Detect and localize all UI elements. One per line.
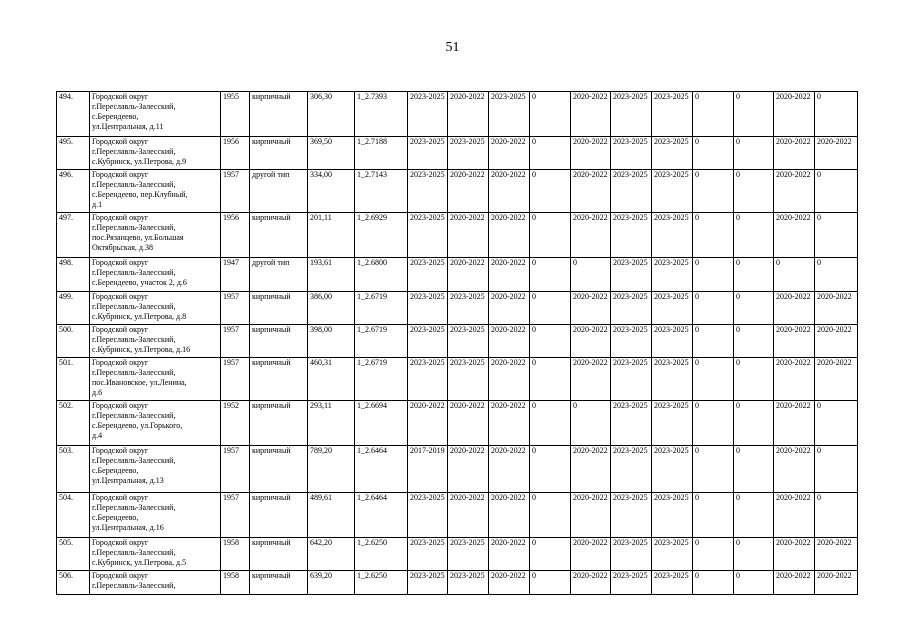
cell-idx: 1_2.6694 — [355, 401, 408, 446]
cell-p3: 2020-2022 — [489, 137, 530, 170]
cell-p8: 0 — [693, 538, 734, 571]
cell-n: 495. — [57, 137, 90, 170]
cell-p7: 2023-2025 — [652, 538, 693, 571]
cell-n: 498. — [57, 258, 90, 292]
cell-n: 504. — [57, 493, 90, 538]
cell-p2: 2020-2022 — [448, 258, 489, 292]
address-line: Городской округ — [92, 137, 149, 146]
cell-p5: 0 — [571, 258, 611, 292]
cell-p5: 2020-2022 — [571, 538, 611, 571]
cell-addr — [90, 258, 221, 292]
address-line: г.Переславль-Залесский, — [92, 302, 176, 311]
cell-addr — [90, 325, 221, 358]
cell-mat: другой тип — [250, 170, 308, 213]
address-line: ул.Центральная, д.16 — [92, 523, 164, 532]
cell-p6: 2023-2025 — [611, 446, 652, 493]
address-line: г.Переславль-Залесский, — [92, 223, 176, 232]
address-line: пос.Ивановское, ул.Ленина, — [92, 378, 187, 387]
address-line: Городской округ — [92, 258, 149, 267]
cell-area: 193,61 — [308, 258, 355, 292]
table-row — [57, 137, 858, 170]
cell-p6: 2023-2025 — [611, 137, 652, 170]
cell-p7: 2023-2025 — [652, 170, 693, 213]
cell-p10: 2020-2022 — [774, 170, 815, 213]
address-line: ул.Центральная, д.11 — [92, 122, 164, 131]
cell-area: 460,31 — [308, 358, 355, 401]
cell-p5: 2020-2022 — [571, 292, 611, 325]
cell-year: 1957 — [221, 446, 250, 493]
cell-p8: 0 — [693, 571, 734, 595]
table-row — [57, 401, 858, 446]
cell-n: 497. — [57, 213, 90, 258]
cell-p3: 2020-2022 — [489, 401, 530, 446]
cell-p11: 0 — [815, 92, 858, 137]
table-row — [57, 258, 858, 292]
table-row — [57, 446, 858, 493]
cell-p3: 2020-2022 — [489, 538, 530, 571]
cell-p1: 2023-2025 — [408, 292, 448, 325]
cell-area: 642,20 — [308, 538, 355, 571]
cell-p8: 0 — [693, 213, 734, 258]
cell-idx: 1_2.6929 — [355, 213, 408, 258]
table-row — [57, 292, 858, 325]
table-row — [57, 213, 858, 258]
cell-p2: 2023-2025 — [448, 137, 489, 170]
cell-p9: 0 — [734, 92, 774, 137]
cell-p3: 2020-2022 — [489, 292, 530, 325]
cell-p9: 0 — [734, 446, 774, 493]
cell-p9: 0 — [734, 493, 774, 538]
cell-p1: 2023-2025 — [408, 358, 448, 401]
cell-p10: 2020-2022 — [774, 92, 815, 137]
cell-p1: 2023-2025 — [408, 213, 448, 258]
cell-idx: 1_2.7188 — [355, 137, 408, 170]
cell-mat: кирпичный — [250, 571, 308, 595]
cell-p4: 0 — [530, 213, 571, 258]
cell-p3: 2020-2022 — [489, 170, 530, 213]
cell-idx: 1_2.6800 — [355, 258, 408, 292]
cell-p7: 2023-2025 — [652, 325, 693, 358]
cell-area: 201,11 — [308, 213, 355, 258]
cell-p6: 2023-2025 — [611, 92, 652, 137]
cell-p6: 2023-2025 — [611, 170, 652, 213]
cell-n: 506. — [57, 571, 90, 595]
cell-p4: 0 — [530, 493, 571, 538]
cell-p4: 0 — [530, 258, 571, 292]
cell-p10: 2020-2022 — [774, 446, 815, 493]
cell-area: 639,20 — [308, 571, 355, 595]
table-body — [57, 92, 858, 595]
table-row — [57, 571, 858, 595]
cell-p5: 0 — [571, 401, 611, 446]
cell-p6: 2023-2025 — [611, 401, 652, 446]
table-row — [57, 325, 858, 358]
cell-p10: 2020-2022 — [774, 213, 815, 258]
cell-p2: 2020-2022 — [448, 170, 489, 213]
cell-year: 1952 — [221, 401, 250, 446]
cell-p6: 2023-2025 — [611, 538, 652, 571]
cell-p10: 2020-2022 — [774, 538, 815, 571]
cell-mat: кирпичный — [250, 292, 308, 325]
address-line: с.Кубринск, ул.Петрова, д.8 — [92, 312, 187, 321]
cell-p7: 2023-2025 — [652, 137, 693, 170]
cell-p7: 2023-2025 — [652, 358, 693, 401]
cell-area: 789,20 — [308, 446, 355, 493]
cell-p11: 0 — [815, 258, 858, 292]
cell-year: 1958 — [221, 538, 250, 571]
cell-mat: кирпичный — [250, 213, 308, 258]
cell-p1: 2017-2019 — [408, 446, 448, 493]
cell-area: 369,50 — [308, 137, 355, 170]
cell-p5: 2020-2022 — [571, 493, 611, 538]
cell-idx: 1_2.7393 — [355, 92, 408, 137]
cell-idx: 1_2.6464 — [355, 493, 408, 538]
table-row — [57, 538, 858, 571]
cell-p10: 2020-2022 — [774, 493, 815, 538]
cell-p5: 2020-2022 — [571, 571, 611, 595]
cell-idx: 1_2.6250 — [355, 538, 408, 571]
cell-p1: 2023-2025 — [408, 137, 448, 170]
cell-year: 1957 — [221, 493, 250, 538]
cell-p10: 2020-2022 — [774, 137, 815, 170]
cell-p2: 2020-2022 — [448, 493, 489, 538]
cell-p4: 0 — [530, 571, 571, 595]
cell-p11: 0 — [815, 213, 858, 258]
cell-p9: 0 — [734, 358, 774, 401]
address-line: с.Берендеево, — [92, 466, 139, 475]
cell-p8: 0 — [693, 446, 734, 493]
cell-n: 501. — [57, 358, 90, 401]
cell-idx: 1_2.6250 — [355, 571, 408, 595]
cell-p8: 0 — [693, 401, 734, 446]
cell-p9: 0 — [734, 137, 774, 170]
cell-n: 505. — [57, 538, 90, 571]
cell-p8: 0 — [693, 325, 734, 358]
address-line: Городской округ — [92, 92, 149, 101]
cell-p2: 2020-2022 — [448, 92, 489, 137]
cell-p8: 0 — [693, 258, 734, 292]
cell-p7: 2023-2025 — [652, 213, 693, 258]
cell-p6: 2023-2025 — [611, 213, 652, 258]
cell-addr — [90, 170, 221, 213]
address-line: г.Переславль-Залесский, — [92, 581, 176, 590]
cell-p9: 0 — [734, 401, 774, 446]
cell-addr — [90, 538, 221, 571]
cell-p3: 2020-2022 — [489, 258, 530, 292]
cell-p11: 2020-2022 — [815, 137, 858, 170]
cell-p8: 0 — [693, 358, 734, 401]
cell-mat: кирпичный — [250, 92, 308, 137]
cell-n: 494. — [57, 92, 90, 137]
address-line: Городской округ — [92, 170, 149, 179]
address-line: Городской округ — [92, 325, 149, 334]
cell-idx: 1_2.6719 — [355, 358, 408, 401]
cell-p2: 2020-2022 — [448, 213, 489, 258]
cell-p11: 2020-2022 — [815, 292, 858, 325]
cell-p4: 0 — [530, 137, 571, 170]
cell-p3: 2023-2025 — [489, 92, 530, 137]
cell-p4: 0 — [530, 325, 571, 358]
cell-p10: 2020-2022 — [774, 401, 815, 446]
table-row — [57, 92, 858, 137]
cell-addr — [90, 446, 221, 493]
cell-p1: 2023-2025 — [408, 92, 448, 137]
cell-p6: 2023-2025 — [611, 358, 652, 401]
cell-addr — [90, 493, 221, 538]
cell-p9: 0 — [734, 170, 774, 213]
cell-p3: 2020-2022 — [489, 358, 530, 401]
address-line: ул.Центральная, д.13 — [92, 476, 164, 485]
cell-p3: 2020-2022 — [489, 571, 530, 595]
cell-area: 489,61 — [308, 493, 355, 538]
cell-p11: 0 — [815, 170, 858, 213]
cell-p8: 0 — [693, 170, 734, 213]
address-line: с.Кубринск, ул.Петрова, д.9 — [92, 157, 187, 166]
cell-area: 386,00 — [308, 292, 355, 325]
cell-p6: 2023-2025 — [611, 493, 652, 538]
address-line: г.Переславль-Залесский, — [92, 503, 176, 512]
address-line: г.Переславль-Залесский, — [92, 180, 176, 189]
cell-p11: 2020-2022 — [815, 358, 858, 401]
cell-p7: 2023-2025 — [652, 571, 693, 595]
cell-p7: 2023-2025 — [652, 401, 693, 446]
cell-p5: 2020-2022 — [571, 170, 611, 213]
address-line: Городской округ — [92, 401, 149, 410]
address-line: с.Кубринск, ул.Петрова, д.5 — [92, 558, 187, 567]
cell-p11: 2020-2022 — [815, 571, 858, 595]
cell-year: 1955 — [221, 92, 250, 137]
cell-p4: 0 — [530, 292, 571, 325]
cell-addr — [90, 292, 221, 325]
cell-p2: 2023-2025 — [448, 571, 489, 595]
cell-p1: 2023-2025 — [408, 571, 448, 595]
cell-p5: 2020-2022 — [571, 358, 611, 401]
cell-addr — [90, 401, 221, 446]
cell-mat: кирпичный — [250, 538, 308, 571]
cell-addr — [90, 92, 221, 137]
cell-p1: 2020-2022 — [408, 401, 448, 446]
cell-p9: 0 — [734, 571, 774, 595]
cell-p1: 2023-2025 — [408, 493, 448, 538]
cell-p11: 0 — [815, 401, 858, 446]
address-line: с.Берендеево, пер.Клубный, — [92, 190, 188, 199]
cell-p8: 0 — [693, 137, 734, 170]
table-row — [57, 170, 858, 213]
address-line: д.6 — [92, 388, 103, 397]
cell-year: 1957 — [221, 170, 250, 213]
address-line: г.Переславль-Залесский, — [92, 456, 176, 465]
cell-p6: 2023-2025 — [611, 325, 652, 358]
cell-p3: 2020-2022 — [489, 213, 530, 258]
cell-p8: 0 — [693, 92, 734, 137]
address-line: с.Берендеево, — [92, 112, 139, 121]
cell-area: 293,11 — [308, 401, 355, 446]
cell-p9: 0 — [734, 325, 774, 358]
cell-mat: другой тип — [250, 258, 308, 292]
cell-mat: кирпичный — [250, 493, 308, 538]
cell-n: 502. — [57, 401, 90, 446]
cell-p2: 2023-2025 — [448, 292, 489, 325]
cell-p6: 2023-2025 — [611, 292, 652, 325]
cell-p7: 2023-2025 — [652, 493, 693, 538]
cell-p10: 2020-2022 — [774, 358, 815, 401]
cell-p10: 2020-2022 — [774, 292, 815, 325]
address-line: Октябрьская, д.38 — [92, 243, 153, 252]
address-line: д.1 — [92, 200, 103, 209]
cell-p7: 2023-2025 — [652, 446, 693, 493]
address-line: Городской округ — [92, 571, 149, 580]
cell-p8: 0 — [693, 292, 734, 325]
address-line: Городской округ — [92, 292, 149, 301]
cell-addr — [90, 571, 221, 595]
cell-addr — [90, 137, 221, 170]
address-line: г.Переславль-Залесский, — [92, 335, 176, 344]
cell-p7: 2023-2025 — [652, 292, 693, 325]
cell-p5: 2020-2022 — [571, 137, 611, 170]
cell-year: 1947 — [221, 258, 250, 292]
cell-n: 499. — [57, 292, 90, 325]
cell-p1: 2023-2025 — [408, 325, 448, 358]
cell-idx: 1_2.6719 — [355, 292, 408, 325]
cell-p4: 0 — [530, 538, 571, 571]
cell-p6: 2023-2025 — [611, 258, 652, 292]
cell-p2: 2020-2022 — [448, 446, 489, 493]
address-line: с.Берендеево, участок 2, д.6 — [92, 278, 187, 287]
cell-p3: 2020-2022 — [489, 493, 530, 538]
table-row — [57, 358, 858, 401]
cell-p8: 0 — [693, 493, 734, 538]
housing-registry-table — [56, 91, 858, 595]
cell-idx: 1_2.7143 — [355, 170, 408, 213]
cell-p4: 0 — [530, 401, 571, 446]
cell-p11: 2020-2022 — [815, 325, 858, 358]
address-line: г.Переславль-Залесский, — [92, 368, 176, 377]
address-line: Городской округ — [92, 493, 149, 502]
address-line: г.Переславль-Залесский, — [92, 411, 176, 420]
cell-p5: 2020-2022 — [571, 92, 611, 137]
cell-p9: 0 — [734, 538, 774, 571]
cell-p7: 2023-2025 — [652, 258, 693, 292]
cell-p3: 2020-2022 — [489, 446, 530, 493]
cell-mat: кирпичный — [250, 401, 308, 446]
address-line: Городской округ — [92, 538, 149, 547]
address-line: г.Переславль-Залесский, — [92, 268, 176, 277]
cell-addr — [90, 358, 221, 401]
cell-year: 1956 — [221, 213, 250, 258]
cell-p2: 2023-2025 — [448, 538, 489, 571]
cell-area: 334,00 — [308, 170, 355, 213]
cell-n: 503. — [57, 446, 90, 493]
cell-mat: кирпичный — [250, 446, 308, 493]
cell-p11: 2020-2022 — [815, 538, 858, 571]
cell-p10: 2020-2022 — [774, 325, 815, 358]
cell-p4: 0 — [530, 446, 571, 493]
cell-year: 1957 — [221, 358, 250, 401]
cell-p5: 2020-2022 — [571, 213, 611, 258]
cell-idx: 1_2.6719 — [355, 325, 408, 358]
cell-year: 1957 — [221, 292, 250, 325]
cell-p10: 2020-2022 — [774, 571, 815, 595]
cell-p2: 2020-2022 — [448, 401, 489, 446]
cell-p1: 2023-2025 — [408, 258, 448, 292]
cell-mat: кирпичный — [250, 358, 308, 401]
cell-p6: 2023-2025 — [611, 571, 652, 595]
cell-area: 306,30 — [308, 92, 355, 137]
cell-p4: 0 — [530, 170, 571, 213]
cell-year: 1956 — [221, 137, 250, 170]
page-number: 51 — [445, 40, 460, 55]
cell-p5: 2020-2022 — [571, 325, 611, 358]
cell-mat: кирпичный — [250, 137, 308, 170]
cell-area: 398,00 — [308, 325, 355, 358]
cell-n: 500. — [57, 325, 90, 358]
cell-p7: 2023-2025 — [652, 92, 693, 137]
cell-p4: 0 — [530, 92, 571, 137]
cell-year: 1958 — [221, 571, 250, 595]
address-line: Городской округ — [92, 446, 149, 455]
address-line: д.4 — [92, 431, 103, 440]
cell-p1: 2023-2025 — [408, 170, 448, 213]
address-line: с.Берендеево, — [92, 513, 139, 522]
cell-year: 1957 — [221, 325, 250, 358]
cell-p11: 0 — [815, 446, 858, 493]
cell-p9: 0 — [734, 258, 774, 292]
cell-p2: 2023-2025 — [448, 358, 489, 401]
address-line: с.Кубринск, ул.Петрова, д.16 — [92, 345, 191, 354]
cell-p1: 2023-2025 — [408, 538, 448, 571]
address-line: г.Переславль-Залесский, — [92, 147, 176, 156]
cell-idx: 1_2.6464 — [355, 446, 408, 493]
address-line: пос.Рязанцево, ул.Большая — [92, 233, 184, 242]
table-row — [57, 493, 858, 538]
address-line: г.Переславль-Залесский, — [92, 102, 176, 111]
cell-p9: 0 — [734, 213, 774, 258]
cell-p5: 2020-2022 — [571, 446, 611, 493]
cell-p10: 0 — [774, 258, 815, 292]
cell-p4: 0 — [530, 358, 571, 401]
cell-p11: 0 — [815, 493, 858, 538]
cell-n: 496. — [57, 170, 90, 213]
cell-p3: 2020-2022 — [489, 325, 530, 358]
cell-p9: 0 — [734, 292, 774, 325]
address-line: с.Берендеево, ул.Горького, — [92, 421, 183, 430]
cell-addr — [90, 213, 221, 258]
cell-p2: 2023-2025 — [448, 325, 489, 358]
cell-mat: кирпичный — [250, 325, 308, 358]
address-line: Городской округ — [92, 358, 149, 367]
address-line: Городской округ — [92, 213, 149, 222]
address-line: г.Переславль-Залесский, — [92, 548, 176, 557]
